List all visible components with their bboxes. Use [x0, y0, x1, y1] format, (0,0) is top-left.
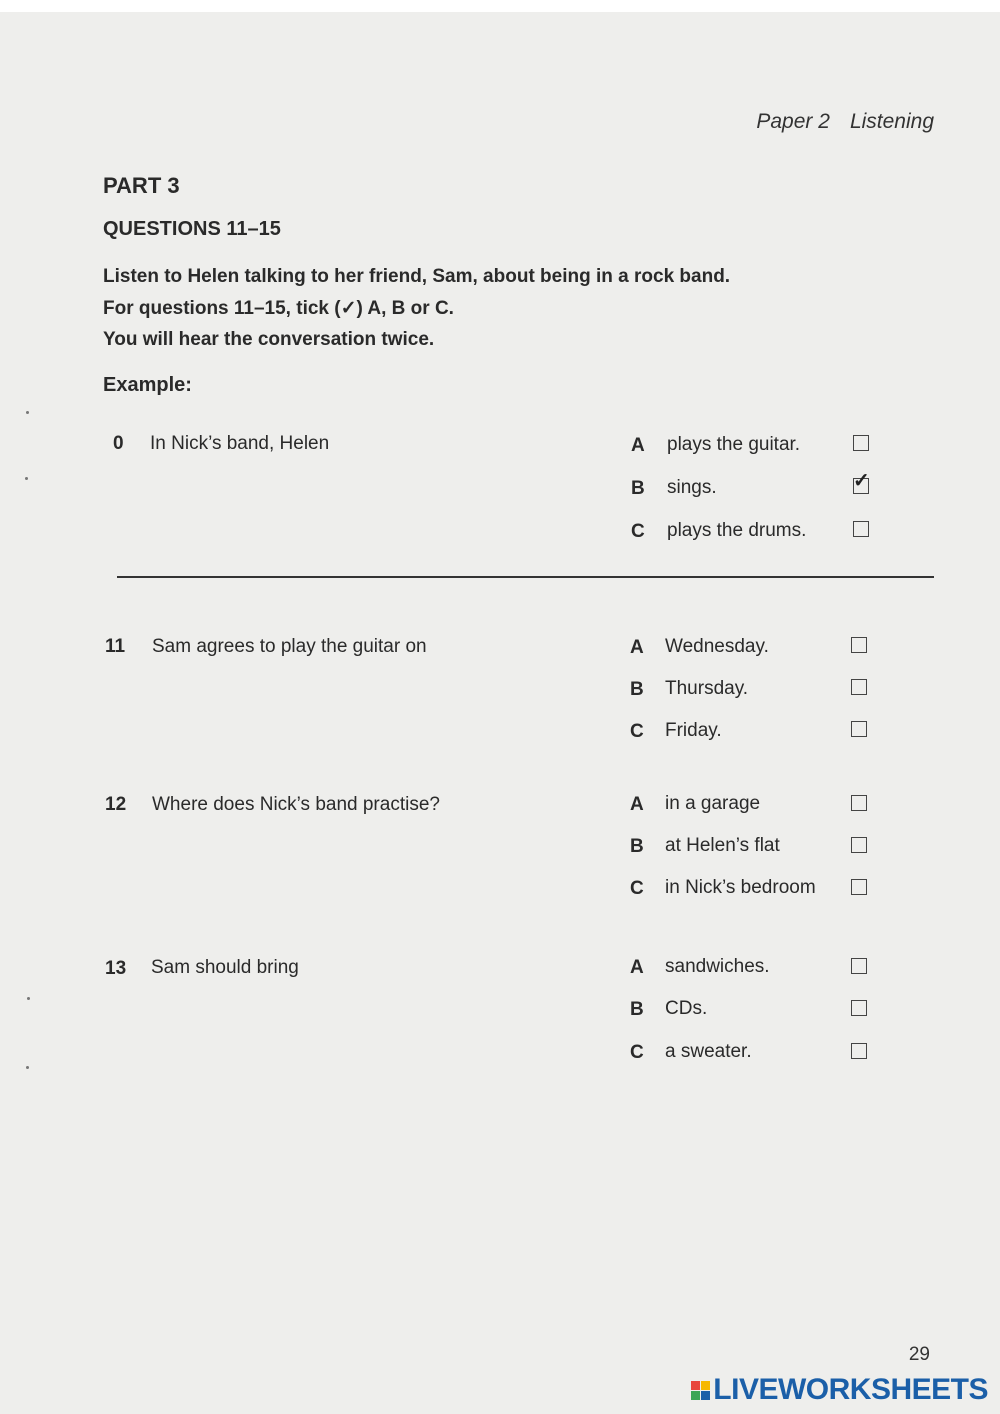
option-letter: B: [631, 478, 645, 499]
option-letter: B: [630, 999, 644, 1020]
page-number: 29: [908, 1344, 930, 1365]
option-text: CDs.: [665, 998, 708, 1019]
option-letter: C: [630, 721, 644, 742]
answer-checkbox[interactable]: [851, 721, 867, 737]
answer-checkbox[interactable]: [851, 837, 867, 853]
option-text: Thursday.: [665, 678, 749, 699]
answer-checkbox[interactable]: [853, 521, 869, 537]
liveworksheets-logo-icon: [691, 1381, 710, 1400]
section-label: Listening: [849, 110, 934, 133]
instruction-line: Listen to Helen talking to her friend, Sam, about being in a rock band.: [103, 266, 731, 287]
check-icon: ✓: [853, 470, 870, 492]
questions-range: QUESTIONS 11–15: [103, 218, 281, 240]
logo-square: [701, 1381, 710, 1390]
answer-checkbox[interactable]: [851, 637, 867, 653]
answer-checkbox[interactable]: [851, 1000, 867, 1016]
answer-checkbox[interactable]: [853, 435, 869, 451]
question-number: 0: [113, 433, 124, 454]
scan-speck: [26, 1066, 29, 1069]
option-text: Wednesday.: [665, 636, 769, 657]
question-text: Sam agrees to play the guitar on: [152, 636, 427, 657]
part-title: PART 3: [103, 173, 180, 198]
option-letter: B: [630, 836, 644, 857]
example-label: Example:: [103, 374, 192, 396]
option-text: at Helen’s flat: [665, 835, 780, 856]
scan-speck: [27, 997, 30, 1000]
logo-square: [691, 1391, 700, 1400]
option-text: a sweater.: [665, 1041, 752, 1062]
answer-checkbox[interactable]: [851, 958, 867, 974]
logo-square: [701, 1391, 710, 1400]
option-letter: C: [631, 521, 645, 542]
question-number: 11: [105, 636, 126, 657]
liveworksheets-branding[interactable]: [691, 1373, 988, 1407]
option-letter: A: [630, 794, 644, 815]
question-text: Sam should bring: [151, 957, 299, 978]
question-number: 13: [105, 958, 127, 979]
option-letter: A: [630, 957, 644, 978]
option-text: sings.: [667, 477, 717, 498]
option-text: plays the drums.: [667, 520, 807, 541]
option-text: in Nick’s bedroom: [665, 877, 816, 898]
option-letter: C: [630, 878, 644, 899]
instruction-line: You will hear the conversation twice.: [103, 329, 435, 350]
paper-label: Paper 2: [756, 110, 830, 133]
answer-checkbox[interactable]: [851, 795, 867, 811]
logo-square: [691, 1381, 700, 1390]
answer-checkbox-checked[interactable]: [853, 470, 870, 494]
answer-checkbox[interactable]: [851, 1043, 867, 1059]
scan-speck: [26, 411, 29, 414]
option-letter: A: [630, 637, 644, 658]
scan-speck: [25, 477, 28, 480]
question-number: 12: [105, 794, 127, 815]
section-divider: [117, 576, 934, 578]
page-header: [756, 110, 934, 134]
answer-checkbox[interactable]: [851, 679, 867, 695]
option-text: sandwiches.: [665, 956, 770, 977]
question-text: In Nick’s band, Helen: [150, 433, 330, 454]
option-letter: B: [630, 679, 644, 700]
question-text: Where does Nick’s band practise?: [152, 794, 440, 815]
option-text: in a garage: [665, 793, 761, 814]
option-text: plays the guitar.: [667, 434, 801, 455]
option-text: Friday.: [665, 720, 722, 741]
option-letter: C: [630, 1042, 644, 1063]
option-letter: A: [631, 435, 645, 456]
brand-wordmark: LIVEWORKSHEETS: [713, 1373, 988, 1406]
instruction-line: For questions 11–15, tick (✓) A, B or C.: [103, 298, 454, 319]
answer-checkbox[interactable]: [851, 879, 867, 895]
